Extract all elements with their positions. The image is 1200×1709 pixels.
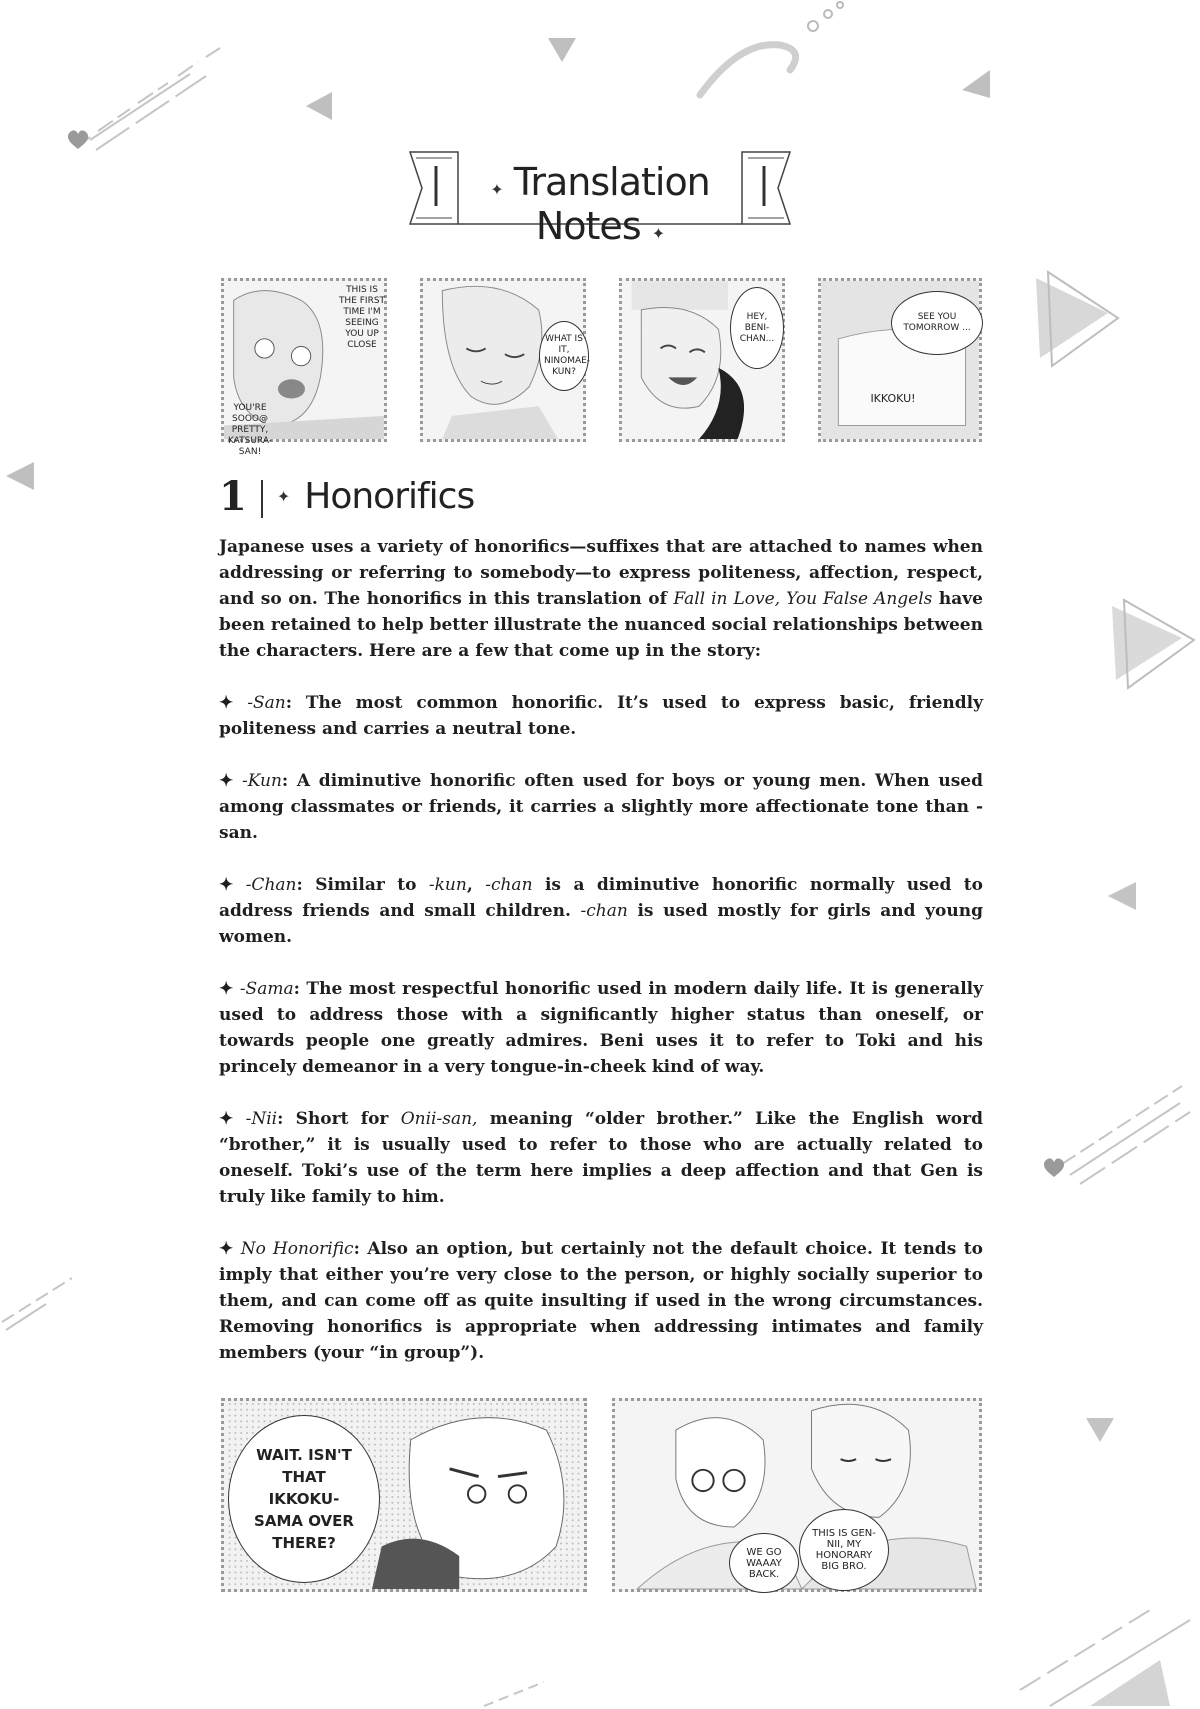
italic-term: -kun (428, 875, 467, 895)
section-title: Honorifics (304, 475, 475, 517)
honorific-description: : The most common honorific. It’s used to express basic, friendly politeness and carries a neutral tone. (219, 693, 983, 739)
honorific-term: -Kun (241, 771, 282, 791)
honorific-description: : Short for (277, 1109, 401, 1129)
manga-panel-1 (221, 278, 387, 457)
honorific-description: meaning “older brother.” Like the English word “brother,” it is usually used to refer to those who are actually related to oneself. Toki’s use of the term here implies a deep affection and that Gen is truly like family to him. (219, 1109, 983, 1207)
heart-stripes-decoration (60, 40, 230, 160)
section-number: 1 (219, 472, 247, 520)
honorific-entry: ✦ No Honorific: Also an option, but certainly not the default choice. It tends to imply that either you’re very close to the person, or highly socially superior to them, and can come off as quite insulting if used in the wrong circumstances. Removing honorifics is appropriate when addressing intimates and family members (your “in group”). (219, 1239, 983, 1363)
triangle-decoration (6, 462, 36, 492)
manga-panel-4 (818, 278, 982, 442)
speech-bubble (891, 291, 983, 355)
honorific-term: -Chan (245, 875, 297, 895)
honorific-term: No Honorific (240, 1239, 354, 1259)
sparkle-icon: ✦ (651, 224, 665, 243)
page-title-text: Translation Notes (513, 160, 710, 248)
honorific-description: : The most respectful honorific used in modern daily life. It is generally used to address those with a significantly higher status than oneself, or towards people one greatly admires. Beni uses it to refer to Toki and his princely demeanor in a very tongue-in-cheek kind of way. (219, 979, 983, 1077)
honorific-entry: ✦ -Sama: The most respectful honorific used in modern daily life. It is generally used to address those with a significantly higher status than oneself, or towards people one greatly admires. Beni uses it to refer to Toki and his princely demeanor in a very tongue-in-cheek kind of way. (219, 979, 983, 1077)
speech-bubble (228, 1415, 380, 1583)
honorific-term: -Sama (239, 979, 294, 999)
speech-bubble (729, 1533, 799, 1593)
speech-text: SEE YOU TOMORROW ... (903, 312, 971, 333)
speech-bubble (730, 287, 784, 369)
honorific-term: -Nii (245, 1109, 278, 1129)
italic-term: Onii-san, (400, 1109, 478, 1129)
manga-panel-3 (619, 278, 785, 442)
intro-paragraph (219, 534, 983, 664)
intro-text: Japanese uses a variety of honorifics—suffixes that are attached to names when addressing or referring to somebody—to express politeness, affection, respect, and so on. The honorifics in this translation of (219, 537, 983, 609)
page-title (458, 160, 742, 248)
triangle-outline-decoration (1030, 268, 1120, 368)
speech-bubble (539, 321, 589, 391)
honorific-entry: ✦ -Chan: Similar to -kun, -chan is a diminutive honorific normally used to address friends and small children. -chan is used mostly for girls and young women. (219, 875, 983, 947)
speech-text: THIS IS GEN-NII, MY HONORARY BIG BRO. (812, 1528, 876, 1572)
speech-text: IKKOKU! (870, 392, 916, 405)
section-heading (219, 466, 474, 526)
page-title-banner (400, 148, 800, 248)
honorific-description: , (466, 875, 486, 895)
triangle-decoration (306, 92, 336, 122)
speech-text: YOU'RE SOOO@ PRETTY, KATSURA-SAN! (227, 403, 273, 457)
sparkle-icon: ✦ (276, 486, 291, 506)
speech-text: WE GO WAAAY BACK. (746, 1546, 782, 1580)
book-title: Fall in Love, You False Angels (673, 589, 933, 609)
corner-decoration-bottom-right (900, 1590, 1200, 1709)
italic-term: -chan (580, 901, 628, 921)
triangle-decoration (1086, 1418, 1116, 1446)
manga-panel-2 (420, 278, 591, 442)
honorific-entry: ✦ -San: The most common honorific. It’s used to express basic, friendly politeness and carries a neutral tone. (219, 693, 983, 739)
corner-decoration-top-right (680, 0, 880, 110)
triangle-decoration (548, 38, 578, 66)
heart-stripes-decoration (1040, 1080, 1200, 1190)
stripes-decoration (480, 1680, 560, 1709)
honorific-entry: ✦ -Kun: A diminutive honorific often used for boys or young men. When used among classmates or friends, it carries a slightly more affectionate tone than -san. (219, 771, 983, 843)
speech-text: WHAT IS IT, NINOMAE-KUN? (544, 334, 591, 377)
section-divider (261, 474, 263, 518)
speech-bubble (799, 1509, 889, 1591)
triangle-decoration (962, 70, 992, 100)
honorific-description: : A diminutive honorific often used for boys or young men. When used among classmates or friends, it carries a slightly more affectionate tone than -san. (219, 771, 983, 843)
stripes-decoration (0, 1270, 80, 1330)
speech-text: HEY, BENI-CHAN... (739, 311, 775, 344)
manga-panel-6 (612, 1398, 982, 1592)
honorific-description: is a diminutive honorific normally used to address friends and small children. (219, 875, 983, 921)
italic-term: -chan (485, 875, 533, 895)
triangle-decoration (1108, 882, 1138, 912)
honorific-description: : Similar to (296, 875, 429, 895)
honorific-description: : Also an option, but certainly not the default choice. It tends to imply that either you’re very close to the person, or highly socially superior to them, and can come off as quite insulting if used in the wrong circumstances. Removing honorifics is appropriate when addressing intimates and family members (your “in group”). (219, 1239, 983, 1363)
speech-text: WAIT. ISN'T THAT IKKOKU-SAMA OVER THERE? (254, 1446, 354, 1552)
body-text (219, 534, 983, 1392)
honorific-entry: ✦ -Nii: Short for Onii-san, meaning “older brother.” Like the English word “brother,” it is usually used to refer to those who are actually related to oneself. Toki’s use of the term here implies a deep affection and that Gen is truly like family to him. (219, 1109, 983, 1207)
honorific-description: is used mostly for girls and young women. (219, 901, 983, 947)
honorific-term: -San (247, 693, 286, 713)
triangle-outline-decoration (1108, 600, 1200, 692)
manga-panel-5 (221, 1398, 587, 1592)
intro-text: have been retained to help better illustrate the nuanced social relationships between the characters. Here are a few that come up in the story: (219, 589, 983, 661)
sparkle-icon: ✦ (490, 180, 503, 199)
speech-text: THIS IS THE FIRST TIME I'M SEEING YOU UP CLOSE (338, 285, 386, 350)
